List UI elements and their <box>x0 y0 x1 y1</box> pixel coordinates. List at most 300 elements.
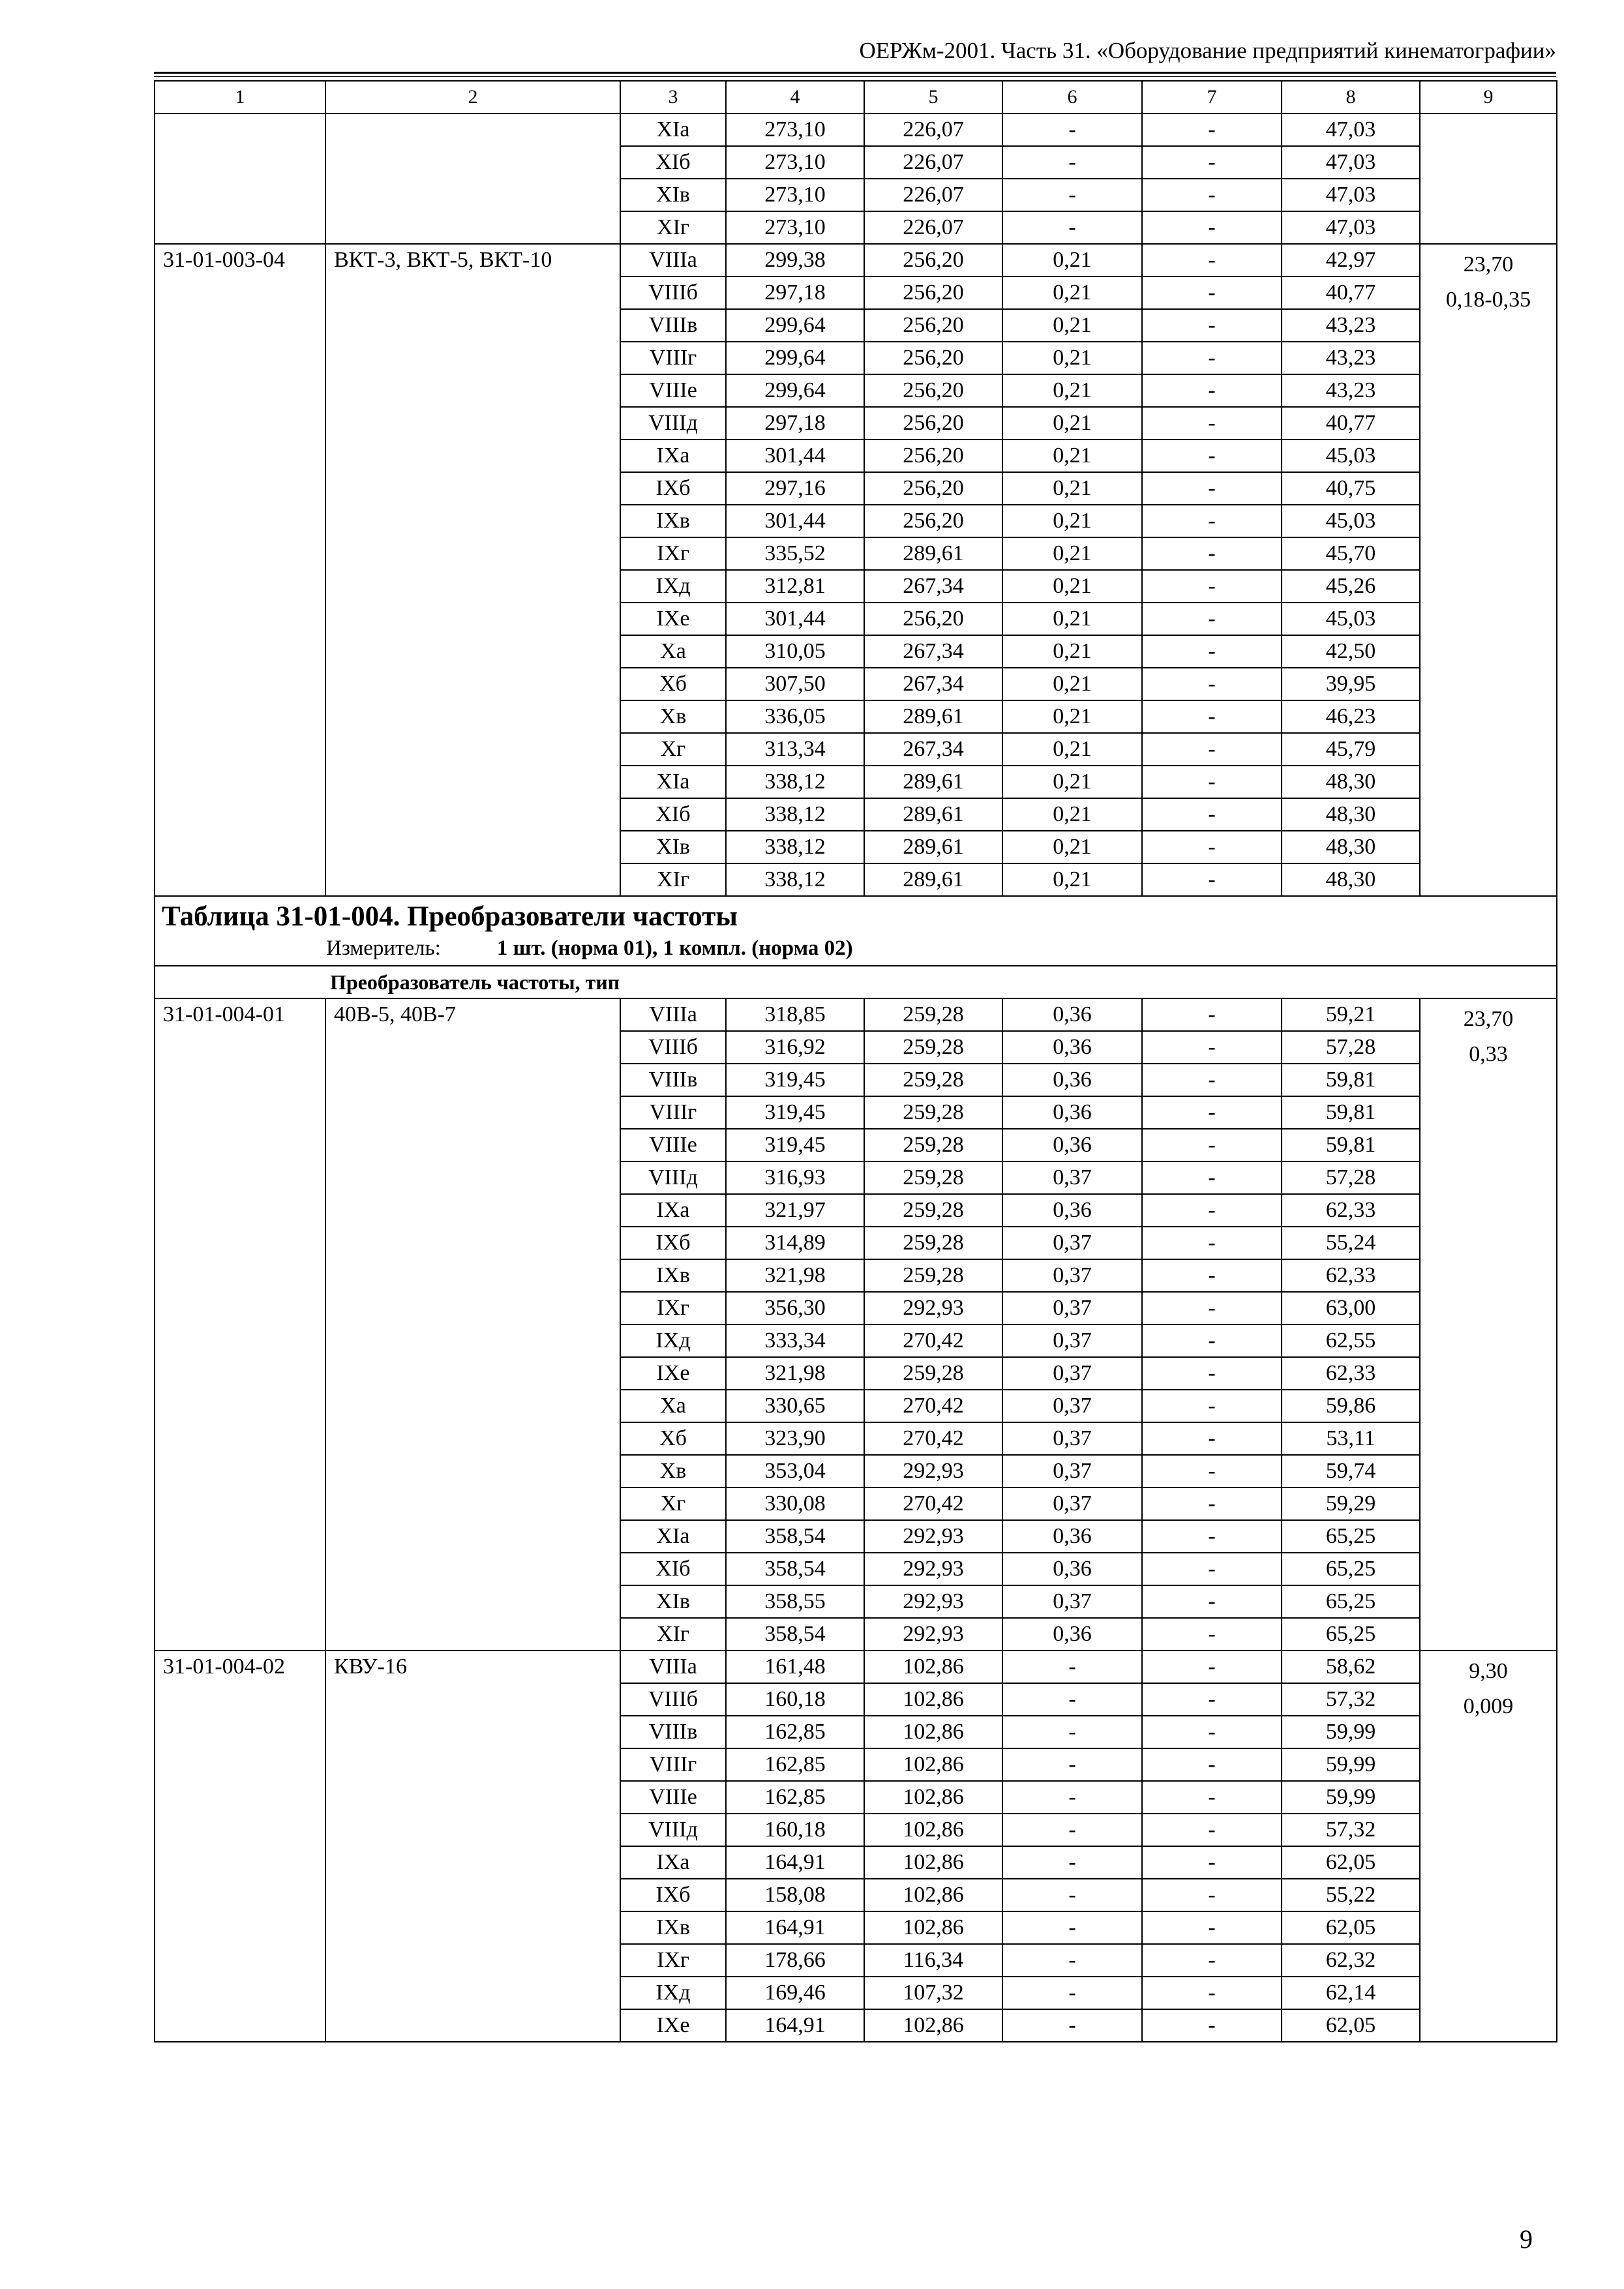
machines-cell: 0,21 <box>1002 277 1142 309</box>
category-cell: VIIIе <box>620 1129 726 1161</box>
total-cost-cell: 330,08 <box>726 1488 864 1520</box>
machinist-wages-cell: - <box>1142 1194 1282 1227</box>
category-cell: IXв <box>620 505 726 537</box>
machinist-wages-cell: - <box>1142 179 1282 211</box>
machinist-wages-cell: - <box>1142 1716 1282 1748</box>
machines-cell: - <box>1002 113 1142 146</box>
machinist-wages-cell: - <box>1142 244 1282 277</box>
total-cost-cell: 299,64 <box>726 374 864 407</box>
wages-cell: 259,28 <box>864 1096 1002 1129</box>
wages-cell: 259,28 <box>864 1227 1002 1259</box>
column-number: 8 <box>1282 81 1420 113</box>
materials-cell: 48,30 <box>1282 831 1420 863</box>
machines-cell: 0,21 <box>1002 472 1142 505</box>
wages-cell: 226,07 <box>864 179 1002 211</box>
category-cell: IXб <box>620 472 726 505</box>
column-number: 3 <box>620 81 726 113</box>
total-cost-cell: 164,91 <box>726 1846 864 1879</box>
materials-cell: 47,03 <box>1282 179 1420 211</box>
total-cost-cell: 335,52 <box>726 537 864 570</box>
total-cost-cell: 318,85 <box>726 998 864 1031</box>
wages-cell: 259,28 <box>864 1129 1002 1161</box>
machines-cell: 0,37 <box>1002 1455 1142 1488</box>
wages-cell: 292,93 <box>864 1585 1002 1618</box>
machines-cell: 0,36 <box>1002 1553 1142 1585</box>
materials-cell: 59,99 <box>1282 1748 1420 1781</box>
category-cell: VIIIг <box>620 1748 726 1781</box>
total-cost-cell: 299,38 <box>726 244 864 277</box>
total-cost-cell: 310,05 <box>726 635 864 668</box>
machinist-wages-cell: - <box>1142 537 1282 570</box>
category-cell: VIIIб <box>620 1031 726 1064</box>
materials-cell: 47,03 <box>1282 211 1420 244</box>
category-cell: XIб <box>620 1553 726 1585</box>
materials-cell: 62,33 <box>1282 1259 1420 1292</box>
machinist-wages-cell: - <box>1142 1422 1282 1455</box>
table-row <box>155 113 1557 146</box>
machinist-wages-cell: - <box>1142 1585 1282 1618</box>
category-cell: VIIIд <box>620 1814 726 1846</box>
materials-cell: 45,79 <box>1282 733 1420 766</box>
materials-cell: 59,99 <box>1282 1716 1420 1748</box>
machines-cell: 0,37 <box>1002 1259 1142 1292</box>
wages-cell: 102,86 <box>864 1748 1002 1781</box>
machinist-wages-cell: - <box>1142 1292 1282 1324</box>
wages-cell: 256,20 <box>864 407 1002 440</box>
machines-cell: 0,21 <box>1002 733 1142 766</box>
category-cell: VIIIб <box>620 1683 726 1716</box>
category-cell: Xв <box>620 1455 726 1488</box>
machinist-wages-cell: - <box>1142 505 1282 537</box>
category-cell: Xа <box>620 1390 726 1422</box>
materials-cell: 40,77 <box>1282 407 1420 440</box>
machines-cell: - <box>1002 1716 1142 1748</box>
machines-cell: 0,37 <box>1002 1227 1142 1259</box>
labor-cell <box>1420 998 1557 1651</box>
total-cost-cell: 164,91 <box>726 2009 864 2042</box>
category-cell: XIг <box>620 211 726 244</box>
total-cost-cell: 330,65 <box>726 1390 864 1422</box>
machinist-wages-cell: - <box>1142 1324 1282 1357</box>
materials-cell: 55,24 <box>1282 1227 1420 1259</box>
category-cell: IXб <box>620 1227 726 1259</box>
total-cost-cell: 162,85 <box>726 1748 864 1781</box>
wages-cell: 270,42 <box>864 1324 1002 1357</box>
materials-cell: 65,25 <box>1282 1520 1420 1553</box>
materials-cell: 42,97 <box>1282 244 1420 277</box>
wages-cell: 256,20 <box>864 603 1002 635</box>
machines-cell: 0,36 <box>1002 1064 1142 1096</box>
header-rule-thin <box>154 76 1556 77</box>
total-cost-cell: 356,30 <box>726 1292 864 1324</box>
machinist-wages-cell: - <box>1142 1357 1282 1390</box>
total-cost-cell: 297,18 <box>726 407 864 440</box>
section-row <box>155 966 1557 998</box>
machines-cell: - <box>1002 1781 1142 1814</box>
wages-cell: 289,61 <box>864 863 1002 896</box>
machines-cell: 0,36 <box>1002 1129 1142 1161</box>
machines-cell: 0,37 <box>1002 1390 1142 1422</box>
category-cell: XIв <box>620 1585 726 1618</box>
total-cost-cell: 321,98 <box>726 1259 864 1292</box>
category-cell: VIIIд <box>620 407 726 440</box>
category-cell: IXв <box>620 1911 726 1944</box>
category-cell: Xб <box>620 1422 726 1455</box>
machines-cell: - <box>1002 1748 1142 1781</box>
wages-cell: 256,20 <box>864 374 1002 407</box>
materials-cell: 45,26 <box>1282 570 1420 603</box>
total-cost-cell: 301,44 <box>726 603 864 635</box>
wages-cell: 267,34 <box>864 570 1002 603</box>
materials-cell: 45,70 <box>1282 537 1420 570</box>
norm-code-cell: 31-01-004-02 <box>155 1651 325 2042</box>
category-cell: VIIIб <box>620 277 726 309</box>
total-cost-cell: 316,92 <box>726 1031 864 1064</box>
machinist-wages-cell: - <box>1142 472 1282 505</box>
wages-cell: 267,34 <box>864 635 1002 668</box>
machinist-wages-cell: - <box>1142 146 1282 179</box>
machinist-wages-cell: - <box>1142 1096 1282 1129</box>
wages-cell: 259,28 <box>864 1259 1002 1292</box>
wages-cell: 292,93 <box>864 1455 1002 1488</box>
wages-cell: 259,28 <box>864 1357 1002 1390</box>
wages-cell: 270,42 <box>864 1422 1002 1455</box>
machinist-wages-cell: - <box>1142 1520 1282 1553</box>
machinist-wages-cell: - <box>1142 342 1282 374</box>
machines-cell: 0,36 <box>1002 998 1142 1031</box>
category-cell: VIIIа <box>620 998 726 1031</box>
wages-cell: 289,61 <box>864 766 1002 798</box>
materials-cell: 47,03 <box>1282 146 1420 179</box>
total-cost-cell: 314,89 <box>726 1227 864 1259</box>
labor-value: 0,33 <box>1469 1042 1508 1066</box>
machinist-wages-cell: - <box>1142 1259 1282 1292</box>
category-cell: IXг <box>620 1292 726 1324</box>
total-cost-cell: 321,98 <box>726 1357 864 1390</box>
machinist-wages-cell: - <box>1142 998 1282 1031</box>
machinist-wages-cell: - <box>1142 798 1282 831</box>
category-cell: IXг <box>620 1944 726 1977</box>
materials-cell: 55,22 <box>1282 1879 1420 1911</box>
machinist-wages-cell: - <box>1142 1129 1282 1161</box>
total-cost-cell: 312,81 <box>726 570 864 603</box>
category-cell: IXд <box>620 1977 726 2009</box>
machines-cell: 0,21 <box>1002 798 1142 831</box>
table-title-cell <box>155 896 1557 966</box>
materials-cell: 62,05 <box>1282 2009 1420 2042</box>
wages-cell: 102,86 <box>864 1879 1002 1911</box>
materials-cell: 65,25 <box>1282 1585 1420 1618</box>
column-number: 6 <box>1002 81 1142 113</box>
machinist-wages-cell: - <box>1142 1227 1282 1259</box>
wages-cell: 102,86 <box>864 1814 1002 1846</box>
category-cell: VIIIг <box>620 1096 726 1129</box>
materials-cell: 48,30 <box>1282 798 1420 831</box>
category-cell: IXа <box>620 440 726 472</box>
labor-cell <box>1420 1651 1557 2042</box>
header-rule <box>154 72 1556 74</box>
total-cost-cell: 338,12 <box>726 766 864 798</box>
machines-cell: 0,36 <box>1002 1096 1142 1129</box>
wages-cell: 256,20 <box>864 309 1002 342</box>
machines-cell: 0,21 <box>1002 505 1142 537</box>
materials-cell: 43,23 <box>1282 342 1420 374</box>
materials-cell: 48,30 <box>1282 766 1420 798</box>
category-cell: XIг <box>620 1618 726 1651</box>
machines-cell: - <box>1002 146 1142 179</box>
labor-value: 0,18-0,35 <box>1445 288 1531 312</box>
materials-cell: 65,25 <box>1282 1553 1420 1585</box>
wages-cell: 289,61 <box>864 831 1002 863</box>
category-cell: VIIIв <box>620 1064 726 1096</box>
machinist-wages-cell: - <box>1142 1748 1282 1781</box>
total-cost-cell: 299,64 <box>726 342 864 374</box>
wages-cell: 259,28 <box>864 1194 1002 1227</box>
column-number: 9 <box>1420 81 1557 113</box>
total-cost-cell: 319,45 <box>726 1096 864 1129</box>
machinist-wages-cell: - <box>1142 603 1282 635</box>
machinist-wages-cell: - <box>1142 1064 1282 1096</box>
materials-cell: 62,14 <box>1282 1977 1420 2009</box>
machines-cell: 0,37 <box>1002 1161 1142 1194</box>
category-cell: XIа <box>620 766 726 798</box>
machinist-wages-cell: - <box>1142 570 1282 603</box>
total-cost-cell: 358,55 <box>726 1585 864 1618</box>
table-title: Таблица 31-01-004. Преобразователи частоты <box>162 901 738 932</box>
machinist-wages-cell: - <box>1142 211 1282 244</box>
equipment-name-cell: КВУ-16 <box>325 1651 620 2042</box>
materials-cell: 63,00 <box>1282 1292 1420 1324</box>
total-cost-cell: 358,54 <box>726 1553 864 1585</box>
machines-cell: 0,21 <box>1002 831 1142 863</box>
category-cell: VIIIв <box>620 309 726 342</box>
total-cost-cell: 321,97 <box>726 1194 864 1227</box>
materials-cell: 62,32 <box>1282 1944 1420 1977</box>
machines-cell: 0,37 <box>1002 1422 1142 1455</box>
total-cost-cell: 338,12 <box>726 863 864 896</box>
machines-cell: - <box>1002 1879 1142 1911</box>
materials-cell: 58,62 <box>1282 1651 1420 1683</box>
table-row <box>155 998 1557 1031</box>
category-cell: VIIIд <box>620 1161 726 1194</box>
total-cost-cell: 301,44 <box>726 440 864 472</box>
wages-cell: 226,07 <box>864 146 1002 179</box>
total-cost-cell: 338,12 <box>726 831 864 863</box>
machinist-wages-cell: - <box>1142 863 1282 896</box>
category-cell: Xв <box>620 700 726 733</box>
total-cost-cell: 273,10 <box>726 211 864 244</box>
machines-cell: 0,37 <box>1002 1292 1142 1324</box>
column-number: 7 <box>1142 81 1282 113</box>
column-number-row <box>155 81 1557 113</box>
materials-cell: 62,33 <box>1282 1357 1420 1390</box>
total-cost-cell: 316,93 <box>726 1161 864 1194</box>
materials-cell: 57,28 <box>1282 1161 1420 1194</box>
labor-value: 9,30 <box>1469 1659 1508 1683</box>
category-cell: IXе <box>620 2009 726 2042</box>
measure-line <box>162 934 1550 963</box>
category-cell: VIIIа <box>620 1651 726 1683</box>
machinist-wages-cell: - <box>1142 668 1282 700</box>
materials-cell: 62,05 <box>1282 1846 1420 1879</box>
machines-cell: - <box>1002 1814 1142 1846</box>
machines-cell: - <box>1002 1683 1142 1716</box>
machinist-wages-cell: - <box>1142 1488 1282 1520</box>
wages-cell: 102,86 <box>864 1846 1002 1879</box>
total-cost-cell: 160,18 <box>726 1814 864 1846</box>
total-cost-cell: 358,54 <box>726 1618 864 1651</box>
category-cell: Xг <box>620 733 726 766</box>
machines-cell: 0,21 <box>1002 407 1142 440</box>
total-cost-cell: 169,46 <box>726 1977 864 2009</box>
materials-cell: 59,29 <box>1282 1488 1420 1520</box>
materials-cell: 45,03 <box>1282 505 1420 537</box>
materials-cell: 57,32 <box>1282 1683 1420 1716</box>
materials-cell: 62,05 <box>1282 1911 1420 1944</box>
wages-cell: 267,34 <box>864 733 1002 766</box>
total-cost-cell: 273,10 <box>726 146 864 179</box>
category-cell: VIIIг <box>620 342 726 374</box>
machines-cell: 0,37 <box>1002 1324 1142 1357</box>
total-cost-cell: 161,48 <box>726 1651 864 1683</box>
wages-cell: 102,86 <box>864 1781 1002 1814</box>
total-cost-cell: 299,64 <box>726 309 864 342</box>
materials-cell: 46,23 <box>1282 700 1420 733</box>
category-cell: XIб <box>620 798 726 831</box>
wages-cell: 102,86 <box>864 1911 1002 1944</box>
materials-cell: 62,55 <box>1282 1324 1420 1357</box>
page-number: 9 <box>1520 2224 1533 2254</box>
total-cost-cell: 297,18 <box>726 277 864 309</box>
machines-cell: 0,21 <box>1002 603 1142 635</box>
materials-cell: 59,81 <box>1282 1096 1420 1129</box>
category-cell: XIг <box>620 863 726 896</box>
machinist-wages-cell: - <box>1142 831 1282 863</box>
section-title: Преобразователь частоты, тип <box>155 966 1557 998</box>
machinist-wages-cell: - <box>1142 407 1282 440</box>
category-cell: IXа <box>620 1846 726 1879</box>
machinist-wages-cell: - <box>1142 1911 1282 1944</box>
wages-cell: 292,93 <box>864 1520 1002 1553</box>
rates-table <box>154 80 1557 2042</box>
norm-code-cell: 31-01-003-04 <box>155 244 325 896</box>
materials-cell: 45,03 <box>1282 440 1420 472</box>
materials-cell: 45,03 <box>1282 603 1420 635</box>
machinist-wages-cell: - <box>1142 1553 1282 1585</box>
category-cell: XIв <box>620 831 726 863</box>
materials-cell: 59,21 <box>1282 998 1420 1031</box>
machines-cell: 0,21 <box>1002 700 1142 733</box>
measure-label: Измеритель: <box>326 936 441 960</box>
total-cost-cell: 297,16 <box>726 472 864 505</box>
machines-cell: - <box>1002 1651 1142 1683</box>
labor-cell <box>1420 113 1557 244</box>
materials-cell: 59,81 <box>1282 1129 1420 1161</box>
machinist-wages-cell: - <box>1142 1846 1282 1879</box>
column-number: 2 <box>325 81 620 113</box>
total-cost-cell: 358,54 <box>726 1520 864 1553</box>
labor-value: 0,009 <box>1463 1694 1514 1718</box>
wages-cell: 102,86 <box>864 1651 1002 1683</box>
total-cost-cell: 160,18 <box>726 1683 864 1716</box>
wages-cell: 256,20 <box>864 244 1002 277</box>
category-cell: XIв <box>620 179 726 211</box>
wages-cell: 259,28 <box>864 1064 1002 1096</box>
total-cost-cell: 319,45 <box>726 1129 864 1161</box>
wages-cell: 226,07 <box>864 113 1002 146</box>
machinist-wages-cell: - <box>1142 635 1282 668</box>
total-cost-cell: 307,50 <box>726 668 864 700</box>
wages-cell: 289,61 <box>864 798 1002 831</box>
total-cost-cell: 162,85 <box>726 1781 864 1814</box>
total-cost-cell: 353,04 <box>726 1455 864 1488</box>
category-cell: IXа <box>620 1194 726 1227</box>
machinist-wages-cell: - <box>1142 1390 1282 1422</box>
total-cost-cell: 162,85 <box>726 1716 864 1748</box>
wages-cell: 226,07 <box>864 211 1002 244</box>
materials-cell: 40,77 <box>1282 277 1420 309</box>
labor-value: 23,70 <box>1463 1007 1514 1031</box>
machines-cell: 0,21 <box>1002 766 1142 798</box>
category-cell: Xг <box>620 1488 726 1520</box>
category-cell: IXв <box>620 1259 726 1292</box>
category-cell: IXг <box>620 537 726 570</box>
machinist-wages-cell: - <box>1142 1781 1282 1814</box>
column-number: 4 <box>726 81 864 113</box>
category-cell: XIа <box>620 113 726 146</box>
materials-cell: 59,99 <box>1282 1781 1420 1814</box>
wages-cell: 292,93 <box>864 1553 1002 1585</box>
machines-cell: 0,21 <box>1002 668 1142 700</box>
machinist-wages-cell: - <box>1142 700 1282 733</box>
table-row <box>155 244 1557 277</box>
machines-cell: - <box>1002 1944 1142 1977</box>
materials-cell: 53,11 <box>1282 1422 1420 1455</box>
wages-cell: 102,86 <box>864 1683 1002 1716</box>
wages-cell: 102,86 <box>864 2009 1002 2042</box>
machinist-wages-cell: - <box>1142 374 1282 407</box>
materials-cell: 65,25 <box>1282 1618 1420 1651</box>
total-cost-cell: 273,10 <box>726 179 864 211</box>
wages-cell: 256,20 <box>864 505 1002 537</box>
machines-cell: - <box>1002 1977 1142 2009</box>
total-cost-cell: 313,34 <box>726 733 864 766</box>
machinist-wages-cell: - <box>1142 277 1282 309</box>
wages-cell: 256,20 <box>864 277 1002 309</box>
materials-cell: 47,03 <box>1282 113 1420 146</box>
materials-cell: 59,86 <box>1282 1390 1420 1422</box>
equipment-name-cell: 40В-5, 40В-7 <box>325 998 620 1651</box>
table-row <box>155 1651 1557 1683</box>
wages-cell: 256,20 <box>864 440 1002 472</box>
machinist-wages-cell: - <box>1142 1161 1282 1194</box>
machines-cell: 0,36 <box>1002 1520 1142 1553</box>
column-number: 1 <box>155 81 325 113</box>
machinist-wages-cell: - <box>1142 309 1282 342</box>
materials-cell: 59,74 <box>1282 1455 1420 1488</box>
category-cell: IXд <box>620 570 726 603</box>
materials-cell: 39,95 <box>1282 668 1420 700</box>
wages-cell: 292,93 <box>864 1292 1002 1324</box>
wages-cell: 289,61 <box>864 700 1002 733</box>
total-cost-cell: 301,44 <box>726 505 864 537</box>
labor-value: 23,70 <box>1463 252 1514 277</box>
wages-cell: 256,20 <box>864 472 1002 505</box>
machines-cell: 0,36 <box>1002 1194 1142 1227</box>
category-cell: XIа <box>620 1520 726 1553</box>
total-cost-cell: 158,08 <box>726 1879 864 1911</box>
machinist-wages-cell: - <box>1142 1683 1282 1716</box>
